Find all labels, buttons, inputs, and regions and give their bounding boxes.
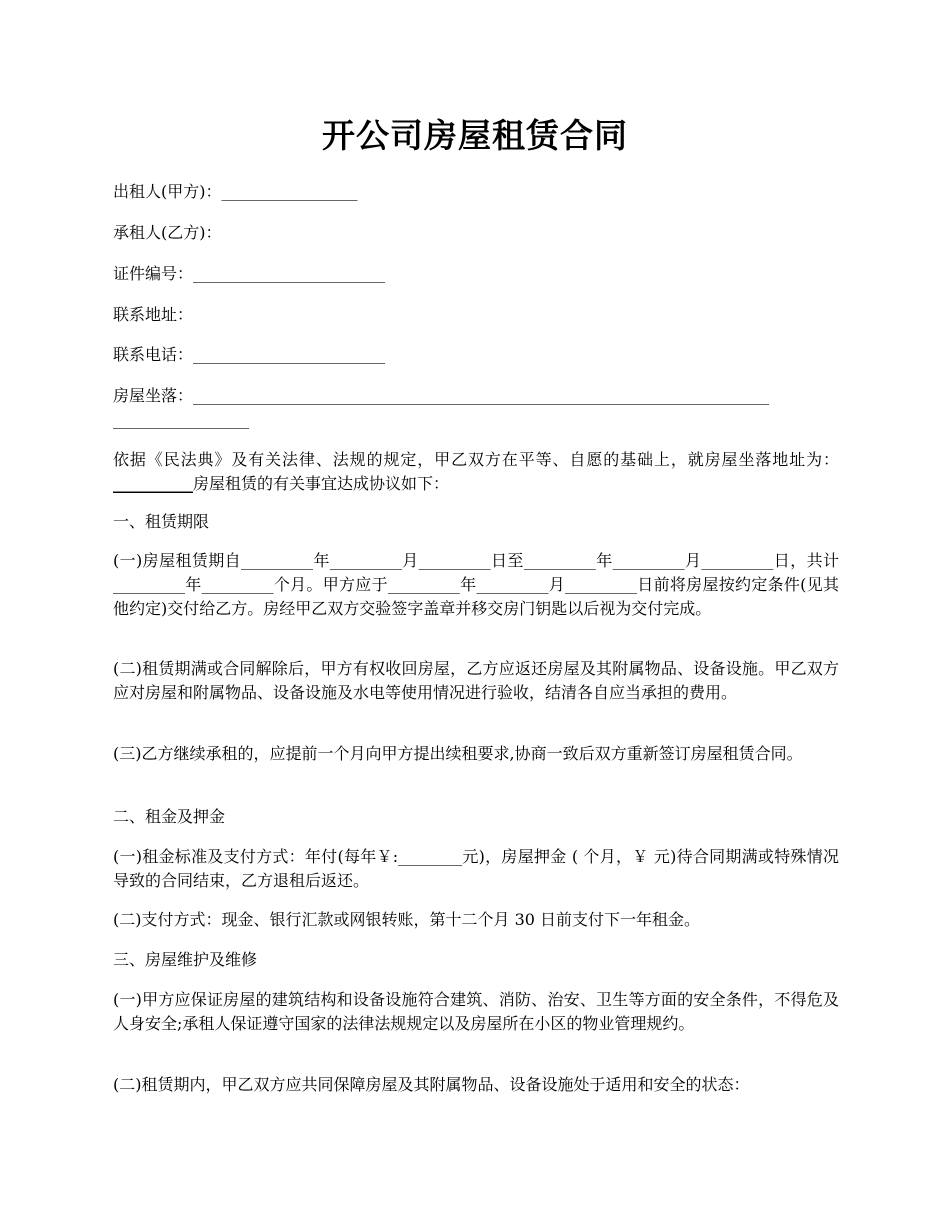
section-1-heading: 一、租赁期限	[113, 512, 210, 531]
section-3-heading: 三、房屋维护及维修	[113, 950, 258, 969]
section-1-paragraph-2: (二)租赁期满或合同解除后，甲方有权收回房屋，乙方应返还房屋及其附属物品、设备设施。甲乙双方应对房屋和附属物品、设备设施及水电等使用情况进行验收，结清各自应当承担的费用。	[113, 659, 839, 702]
location-blank: ________________________________________________________________________	[193, 386, 770, 405]
phone-label: 联系电话：	[113, 345, 194, 364]
section-3-paragraph-2: (二)租赁期内，甲乙双方应共同保障房屋及其附属物品、设备设施处于适用和安全的状态：	[113, 1075, 750, 1094]
location-blank-2: _________________	[113, 410, 249, 429]
section-2-paragraph-1: (一)租金标准及支付方式：年付(每年￥:________元)，房屋押金 ( 个月，￥ 元)待合同期满或特殊情况导致的合同结束，乙方退租后返还。	[113, 847, 839, 890]
location-line	[113, 384, 839, 408]
id-label: 证件编号：	[113, 264, 194, 283]
address-label: 联系地址：	[113, 305, 194, 324]
id-blank: ________________________	[193, 264, 386, 283]
intro-paragraph	[113, 448, 839, 496]
location-label: 房屋坐落：	[113, 386, 194, 405]
phone-blank: ________________________	[193, 345, 386, 364]
section-2-paragraph-2: (二)支付方式：现金、银行汇款或网银转账，第十二个月 30 日前支付下一年租金。	[113, 910, 701, 929]
lessee-line	[113, 221, 222, 245]
intro-text-1: 依据《民法典》及有关法律、法规的规定，甲乙双方在平等、自愿的基础上，就房屋坐落地址为：	[113, 450, 839, 469]
lessor-line	[113, 180, 358, 204]
lessee-label: 承租人(乙方)：	[113, 223, 222, 242]
lessor-label: 出租人(甲方)：	[113, 182, 222, 201]
section-1-paragraph-1: (一)房屋租赁期自_________年_________月_________日至_________年_________月_________日，共计_________年_________个月。甲方应于_________年_________月_________日前将房屋按约定条件(见其他约定)交付给乙方。房经甲乙双方交验签字盖章并移交房门钥匙以后视为交付完成。	[113, 551, 839, 618]
document-title: 开公司房屋租赁合同	[322, 116, 628, 155]
section-1-paragraph-3: (三)乙方继续承租的，应提前一个月向甲方提出续租要求,协商一致后双方重新签订房屋租赁合同。	[113, 744, 803, 763]
location-line-2	[113, 408, 249, 432]
lessor-blank: _________________	[221, 182, 358, 201]
intro-text-2: 房屋租赁的有关事宜达成协议如下：	[193, 474, 450, 493]
intro-blank: __________	[113, 474, 193, 493]
section-2-heading: 二、租金及押金	[113, 807, 226, 826]
phone-line	[113, 343, 385, 367]
address-line	[113, 303, 193, 327]
id-line	[113, 262, 385, 286]
section-3-paragraph-1: (一)甲方应保证房屋的建筑结构和设备设施符合建筑、消防、治安、卫生等方面的安全条件，不得危及人身安全;承租人保证遵守国家的法律法规规定以及房屋所在小区的物业管理规约。	[113, 990, 839, 1033]
